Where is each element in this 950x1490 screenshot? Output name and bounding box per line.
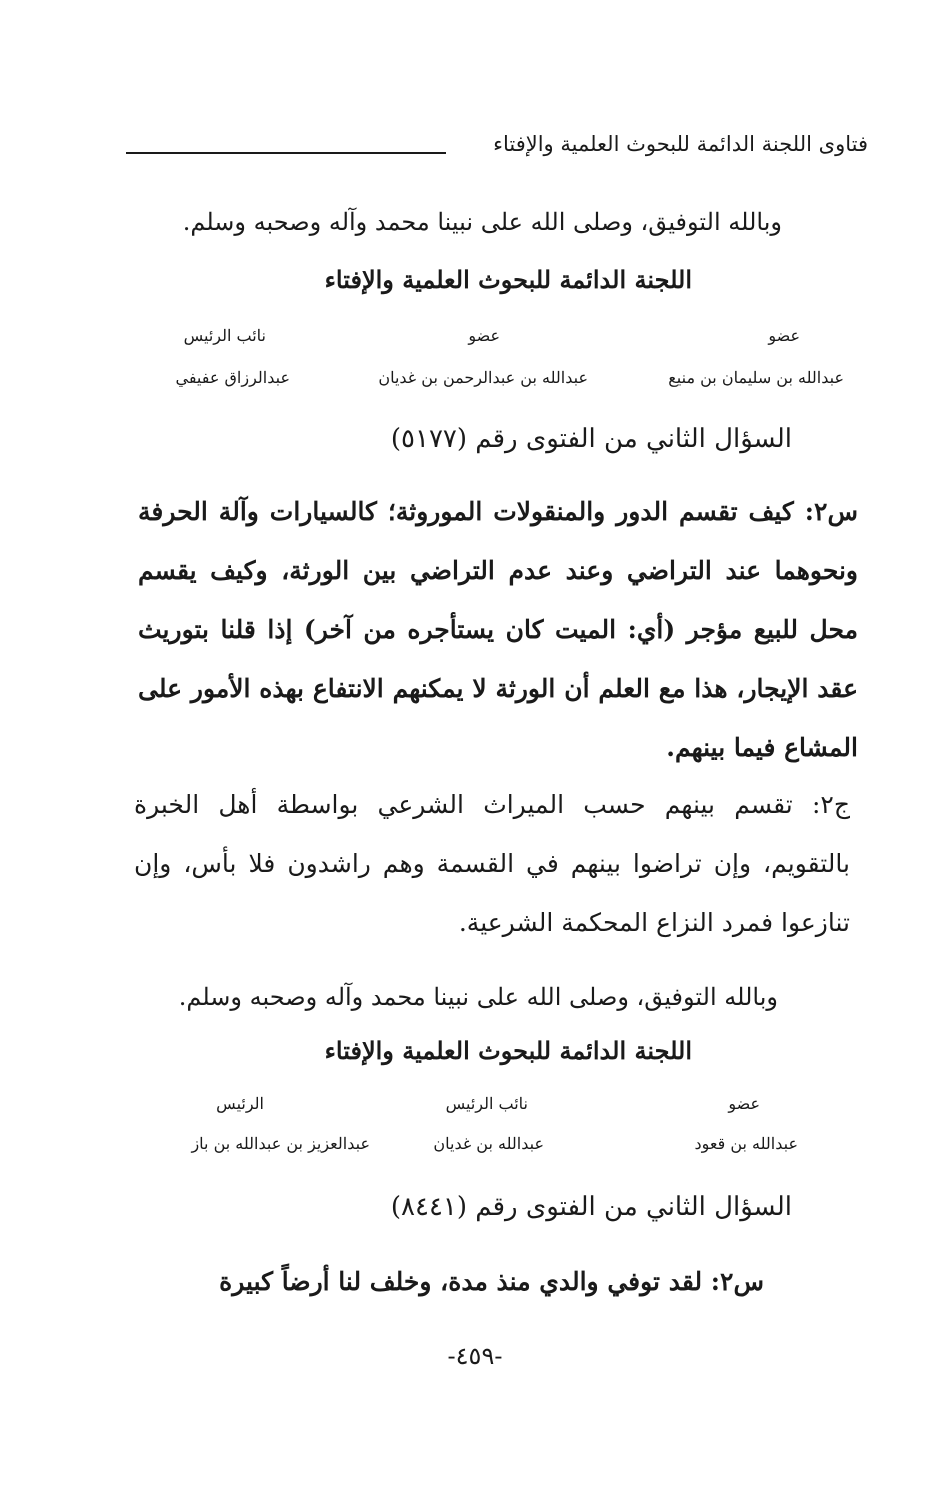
signatory-name: عبدالرزاق عفيفي — [175, 368, 290, 387]
signatory-role: عضو — [728, 1094, 760, 1113]
signatory-role: نائب الرئيس — [445, 1094, 528, 1113]
signatory-name: عبدالعزيز بن عبدالله بن باز — [191, 1134, 370, 1153]
fatwa-title: السؤال الثاني من الفتوى رقم (٨٤٤١) — [390, 1192, 792, 1222]
signatory-role: عضو — [468, 326, 500, 345]
closing-formula: وبالله التوفيق، وصلى الله على نبينا محمد وآله وصحبه وسلم. — [182, 208, 782, 236]
signatory-role: عضو — [768, 326, 800, 345]
closing-formula: وبالله التوفيق، وصلى الله على نبينا محمد وآله وصحبه وسلم. — [178, 983, 778, 1011]
question-paragraph: س٢: لقد توفي والدي منذ مدة، وخلف لنا أرضاً كبيرة — [219, 1267, 764, 1296]
committee-name: اللجنة الدائمة للبحوث العلمية والإفتاء — [324, 265, 692, 294]
header-rule — [126, 152, 446, 154]
question-paragraph: س٢: كيف تقسم الدور والمنقولات الموروثة؛ كالسيارات وآلة الحرفة ونحوهما عند التراضي وعند عدم التراضي بين الورثة، وكيف يقسم محل للبيع مؤجر (أي: الميت كان يستأجره من آخر) إذا قلنا بتوريث عقد الإيجار، هذا مع العلم أن الورثة لا يمكنهم الانتفاع بهذه الأمور على المشاع فيما بينهم. — [138, 497, 858, 762]
signatory-role: الرئيس — [216, 1094, 264, 1113]
running-header-title: فتاوى اللجنة الدائمة للبحوث العلمية والإفتاء — [493, 132, 868, 156]
signatory-role: نائب الرئيس — [183, 326, 266, 345]
answer-paragraph: ج٢: تقسم بينهم حسب الميراث الشرعي بواسطة أهل الخبرة بالتقويم، وإن تراضوا بينهم في القسمة وهم راشدون فلا بأس، وإن تنازعوا فمرد النزاع المحكمة الشرعية. — [134, 790, 850, 937]
committee-name: اللجنة الدائمة للبحوث العلمية والإفتاء — [324, 1036, 692, 1065]
fatwa-title: السؤال الثاني من الفتوى رقم (٥١٧٧) — [390, 424, 792, 454]
signatory-name: عبدالله بن عبدالرحمن بن غديان — [378, 368, 588, 387]
signatory-name: عبدالله بن سليمان بن منيع — [668, 368, 844, 387]
page-number: -٤٥٩- — [447, 1342, 503, 1370]
signatory-name: عبدالله بن قعود — [694, 1134, 798, 1153]
signatory-name: عبدالله بن غديان — [433, 1134, 544, 1153]
